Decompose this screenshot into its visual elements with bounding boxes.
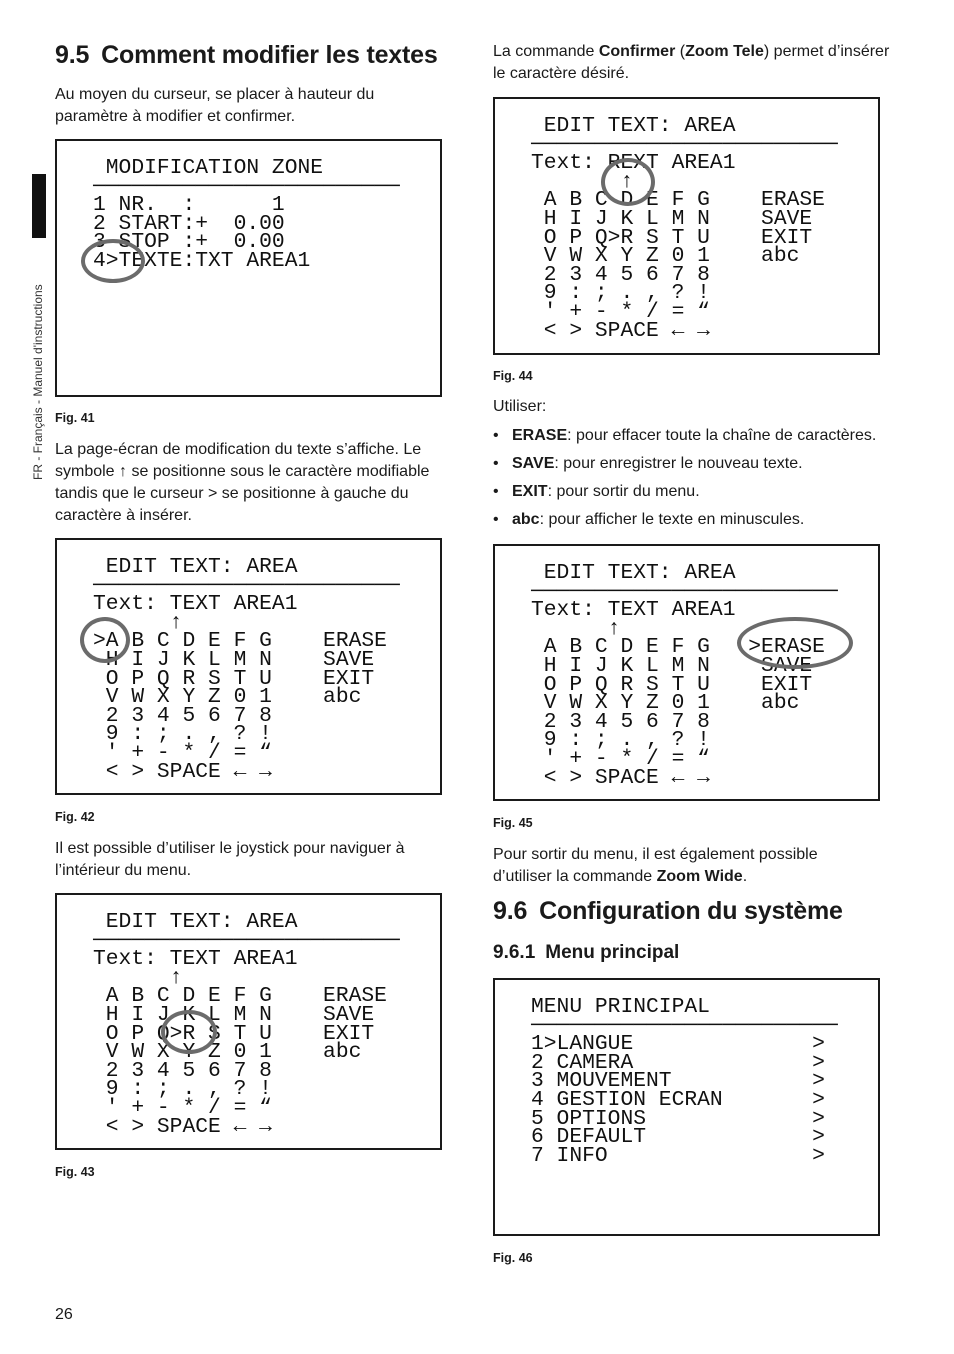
screen-fig-41: [55, 139, 442, 397]
paragraph-utiliser: Utiliser:: [493, 398, 547, 415]
fig-45-caption: Fig. 45: [493, 816, 533, 830]
screen-fig-46-text: MENU PRINCIPAL ──────────────────────── 1>LANGUE > 2 CAMERA > 3 MOUVEMENT > 4 GESTION ECRAN > 5 OPTIONS > 6 DEFAULT > 7 INFO >: [531, 995, 838, 1168]
fig-41-caption: Fig. 41: [55, 411, 95, 425]
fig-42-caption: Fig. 42: [55, 810, 95, 824]
section-9-6-heading: 9.6 Configuration du système: [493, 897, 843, 925]
highlight-circle: [601, 158, 655, 206]
page-number: 26: [55, 1306, 73, 1323]
screen-fig-45-text: EDIT TEXT: AREA ──────────────────────── Text: TEXT AREA1 ↑ A B C D E F G >ERASE H I J K L M N SAVE O P Q R S T U EXIT V W X Y Z 0 1 abc 2 3 4 5 6 7 8 9 : ; . , ? ! ' + - * / = “ < > SPACE ← →: [531, 561, 838, 790]
screen-fig-41-text: MODIFICATION ZONE ──────────────────────── 1 NR. : 1 2 START:+ 0.00 3 STOP :+ 0.00 4>TEXTE:TXT AREA1: [93, 156, 400, 273]
screen-fig-42-text: EDIT TEXT: AREA ──────────────────────── Text: TEXT AREA1 ↑ >A B C D E F G ERASE H I J K L M N SAVE O P Q R S T U EXIT V W X Y Z 0 1 abc 2 3 4 5 6 7 8 9 : ; . , ? ! ' + - * / = “ < > SPACE ← →: [93, 555, 400, 784]
screen-fig-43: [55, 893, 442, 1150]
screen-fig-46: [493, 978, 880, 1236]
highlight-circle: [81, 239, 145, 283]
screen-fig-42: [55, 538, 442, 795]
paragraph-joystick: Il est possible d’utiliser le joystick pour naviguer à l’intérieur du menu.: [55, 840, 405, 879]
highlight-circle: [161, 1010, 217, 1054]
fig-46-caption: Fig. 46: [493, 1251, 533, 1265]
fig-44-caption: Fig. 44: [493, 369, 533, 383]
list-item: • ERASE: pour effacer toute la chaîne de caractères.: [493, 422, 913, 450]
paragraph-zoom-wide: Pour sortir du menu, il est également possible d’utiliser la commande Zoom Wide.: [493, 846, 818, 885]
screen-fig-44-text: EDIT TEXT: AREA ──────────────────────── Text: REXT AREA1 ↑ A B C D E F G ERASE H I J K L M N SAVE O P Q>R S T U EXIT V W X Y Z 0 1 abc 2 3 4 5 6 7 8 9 : ; . , ? ! ' + - * / = “ < > SPACE ← →: [531, 114, 838, 343]
screen-fig-45: [493, 544, 880, 801]
paragraph-confirmer: La commande Confirmer (Zoom Tele) permet d’insérer le caractère désiré.: [493, 43, 890, 82]
highlight-circle: [80, 617, 130, 663]
highlight-circle: [737, 617, 853, 669]
section-9-5-heading: 9.5 Comment modifier les textes: [55, 41, 438, 69]
sidebar-label: FR - Français - Manuel d'instructions: [31, 284, 45, 480]
list-item: • SAVE: pour enregistrer le nouveau texte.: [493, 450, 913, 478]
fig-43-caption: Fig. 43: [55, 1165, 95, 1179]
section-9-6-1-heading: 9.6.1 Menu principal: [493, 942, 680, 963]
options-list: [493, 422, 913, 534]
list-item: • EXIT: pour sortir du menu.: [493, 478, 913, 506]
paragraph-edit-page: La page-écran de modification du texte s’affiche. Le symbole ↑ se positionne sous le caractère modifiable tandis que le curseur > se positionne à gauche du caractère à insérer.: [55, 441, 430, 524]
screen-fig-43-text: EDIT TEXT: AREA ──────────────────────── Text: TEXT AREA1 ↑ A B C D E F G ERASE H I J K L M N SAVE O P Q>R S T U EXIT V W X Y Z 0 1 abc 2 3 4 5 6 7 8 9 : ; . , ? ! ' + - * / = “ < > SPACE ← →: [93, 910, 400, 1139]
screen-fig-44: [493, 97, 880, 355]
paragraph-intro: Au moyen du curseur, se placer à hauteur du paramètre à modifier et confirmer.: [55, 86, 375, 125]
list-item: • abc: pour afficher le texte en minuscules.: [493, 506, 913, 534]
